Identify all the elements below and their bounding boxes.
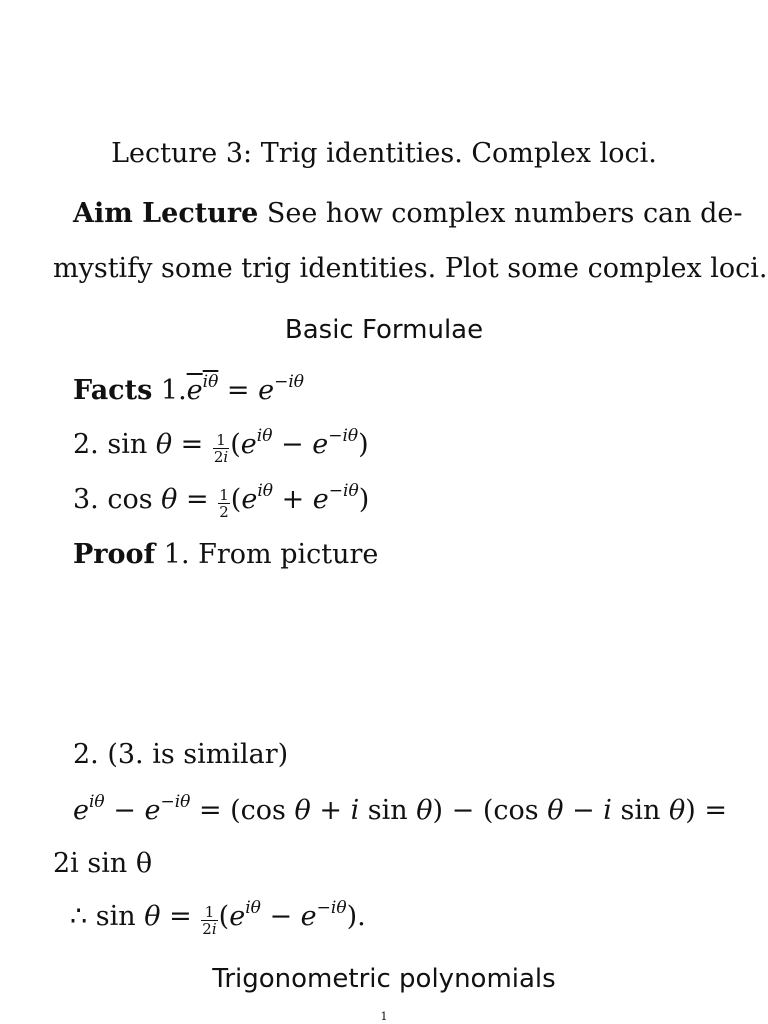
- aim-label: Aim Lecture: [73, 198, 259, 229]
- proof-2-equation: $e^{i\theta} - e^{-i\theta} = (\cos$ θ + i sin θ) − (cos θ − i sin θ) =: [73, 792, 727, 826]
- aim-paragraph-line2: mystify some trig identities. Plot some complex loci.: [53, 253, 768, 284]
- proof-2-intro: 2. (3. is similar): [73, 739, 289, 770]
- page-number: 1: [380, 1010, 388, 1023]
- aim-text-line1: See how complex numbers can de-: [266, 198, 743, 229]
- fraction-one-over-2i-conclusion: $\frac{1}{2i}$: [202, 903, 217, 938]
- proof-text: 1. From picture: [163, 539, 379, 570]
- fraction-one-over-2i: $\frac{1}{2i}$: [213, 431, 229, 466]
- fact-1-conjugate: $e^{i\theta}$: [186, 372, 219, 406]
- proof-label: Proof: [73, 539, 156, 570]
- facts-label: Facts: [73, 375, 153, 406]
- page-title: Lecture 3: Trig identities. Complex loci.: [111, 138, 657, 169]
- fact-2: 2. sin θ = $\frac{1}{2i}$ $(e^{i\theta} - e^{-i\theta})$: [73, 426, 369, 466]
- aim-paragraph-line1: [73, 197, 743, 231]
- fact-3: 3. cos θ = $\frac{1}{2}$ $(e^{i\theta} + e^{-i\theta})$: [73, 481, 370, 521]
- fact-1-number: 1.: [160, 375, 187, 406]
- proof-line: [73, 538, 378, 572]
- section-heading-trigonometric-polynomials: Trigonometric polynomials: [212, 964, 556, 994]
- fact-3-number: 3.: [73, 484, 99, 515]
- fact-1: Facts $1.e^{i\theta} = e^{-i\theta}$: [73, 372, 305, 406]
- fraction-one-over-2: $\frac{1}{2}$: [219, 486, 229, 521]
- section-heading-basic-formulae: Basic Formulae: [284, 315, 484, 345]
- proof-2-therefore: ∴ sin θ = $\frac{1}{2i}$ $(e^{i\theta} - e^{-i\theta})$.: [70, 898, 366, 938]
- fact-2-number: 2.: [73, 429, 99, 460]
- proof-2-result: 2i sin θ: [53, 848, 153, 879]
